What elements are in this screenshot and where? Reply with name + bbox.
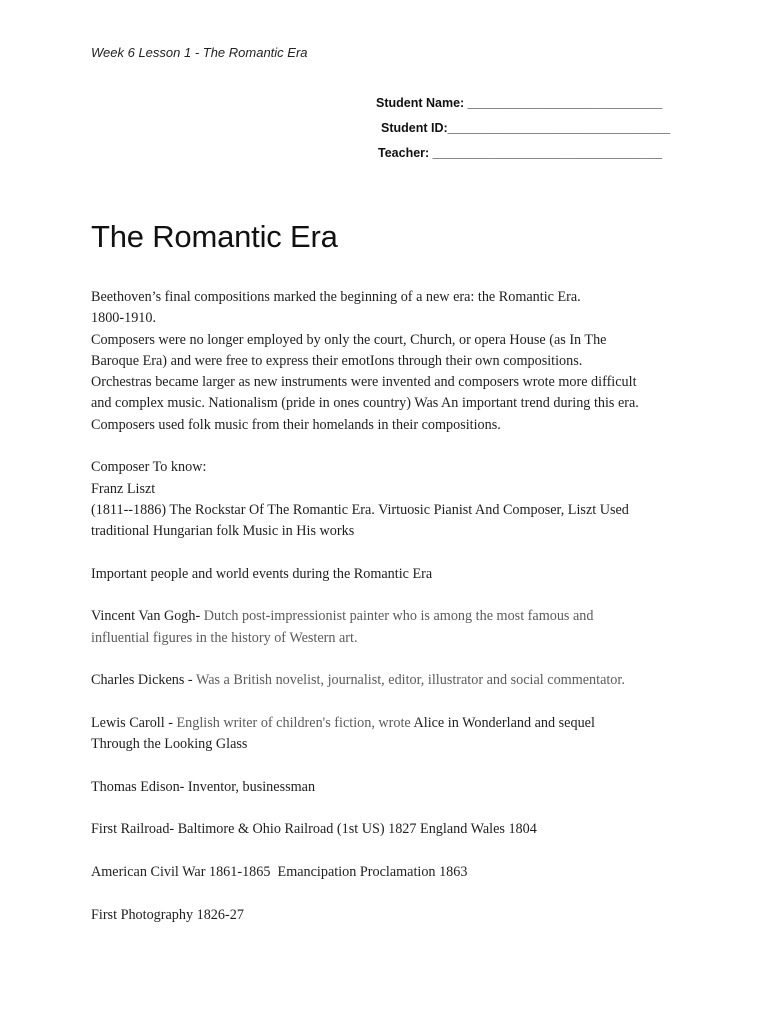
entry-description: Alice in Wonderland and sequel <box>413 714 595 731</box>
intro-line: Baroque Era) and were free to express their emotIons through their own compositions. <box>91 352 583 369</box>
teacher-line: Teacher: _________________________________ <box>378 146 663 160</box>
intro-line: 1800-1910. <box>91 310 157 327</box>
spacer <box>91 883 691 904</box>
spacer <box>91 436 691 457</box>
document-body <box>91 287 691 926</box>
composer-description: (1811--1886) The Rockstar Of The Romantic Era. Virtuosic Pianist And Composer, Liszt Used <box>91 501 629 518</box>
edison-entry: Thomas Edison- Inventor, businessman <box>91 778 316 795</box>
spacer <box>91 756 691 777</box>
spacer <box>91 692 691 713</box>
entry-description: Was a British novelist, journalist, editor, illustrator and social commentator. <box>195 672 625 689</box>
entry-description: Through the Looking Glass <box>91 736 248 753</box>
composer-name: Franz Liszt <box>91 480 156 497</box>
railroad-entry: First Railroad- Baltimore & Ohio Railroad (1st US) 1827 England Wales 1804 <box>91 821 537 838</box>
entry-description: English writer of children's fiction, wrote <box>176 714 414 731</box>
composer-description: traditional Hungarian folk Music in His works <box>91 523 355 540</box>
intro-line: Orchestras became larger as new instruments were invented and composers wrote more difficult <box>91 374 637 391</box>
people-heading: Important people and world events during the Romantic Era <box>91 565 433 582</box>
spacer <box>91 543 691 564</box>
entry-description: Dutch post-impressionist painter who is among the most famous and <box>200 608 594 625</box>
entry-description: influential figures in the history of Western art. <box>91 629 358 646</box>
van-gogh-entry <box>91 606 691 627</box>
spacer <box>91 649 691 670</box>
intro-line: Composers used folk music from their homelands in their compositions. <box>91 416 501 433</box>
composer-heading: Composer To know: <box>91 459 207 476</box>
spacer <box>91 841 691 862</box>
page-title: The Romantic Era <box>91 219 338 254</box>
student-name-line: Student Name: ____________________________ <box>376 96 663 110</box>
entry-name: Charles Dickens - <box>91 672 196 689</box>
student-id-line: Student ID:________________________________ <box>381 121 671 135</box>
photography-entry: First Photography 1826-27 <box>91 906 244 923</box>
entry-name: Vincent Van Gogh- <box>91 608 201 625</box>
spacer <box>91 585 691 606</box>
intro-line: and complex music. Nationalism (pride in ones country) Was An important trend during this era. <box>91 395 639 412</box>
intro-line: Beethoven’s final compositions marked the beginning of a new era: the Romantic Era. <box>91 289 581 305</box>
lesson-header: Week 6 Lesson 1 - The Romantic Era <box>91 45 308 60</box>
intro-line: Composers were no longer employed by only the court, Church, or opera House (as In The <box>91 331 607 348</box>
dickens-entry <box>91 670 691 691</box>
caroll-entry <box>91 713 691 734</box>
spacer <box>91 798 691 819</box>
entry-name: Lewis Caroll - <box>91 714 177 731</box>
student-info-block <box>376 93 678 168</box>
civil-war-entry: American Civil War 1861-1865 Emancipation Proclamation 1863 <box>91 864 468 881</box>
